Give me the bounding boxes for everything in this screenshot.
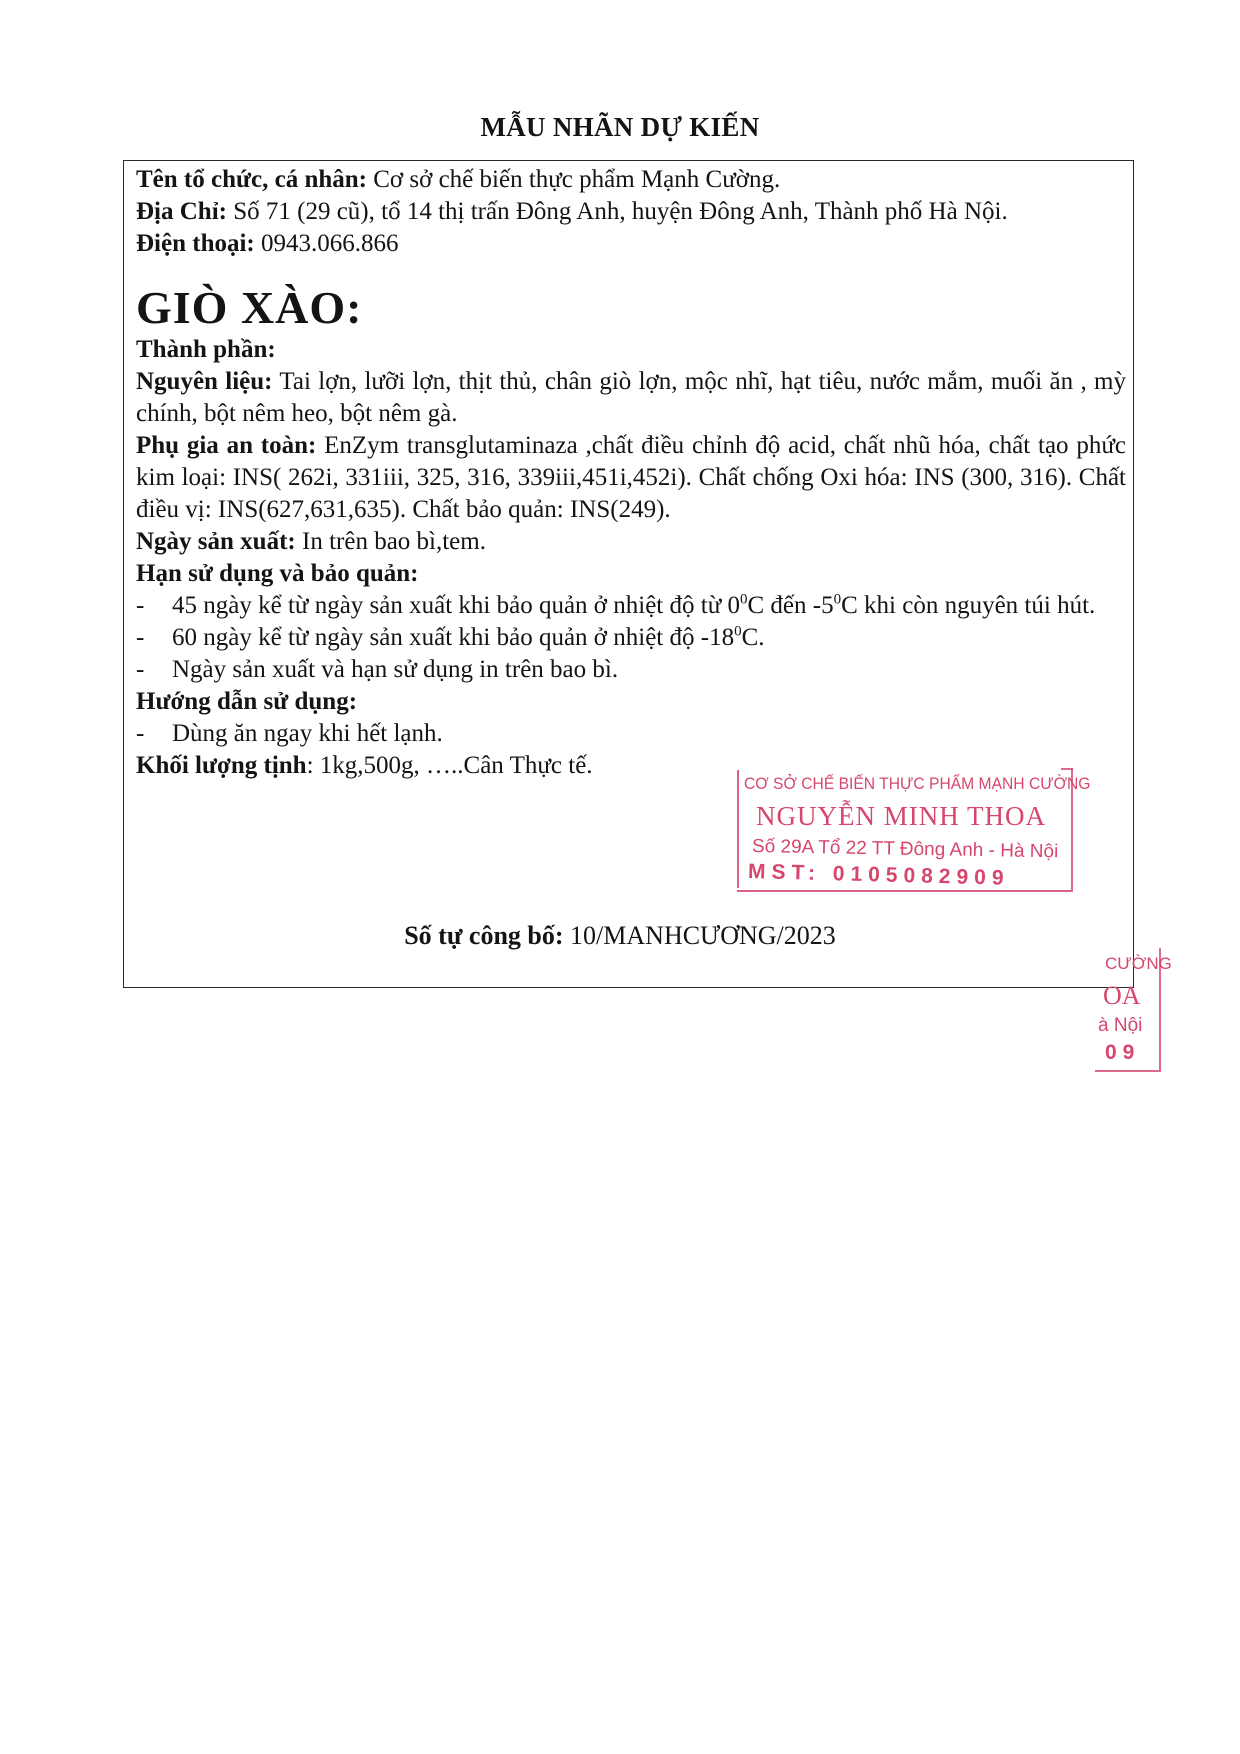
stamp-address: Số 29A Tổ 22 TT Đông Anh - Hà Nội bbox=[751, 836, 1059, 863]
org-phone-value: 0943.066.866 bbox=[254, 230, 399, 257]
page-title: MẪU NHÃN DỰ KIẾN bbox=[480, 112, 760, 142]
partial-stamp-line: OA bbox=[1103, 981, 1141, 1010]
org-phone-label: Điện thoại: bbox=[136, 230, 255, 257]
usage-item bbox=[136, 718, 1126, 750]
degree-sup: 0 bbox=[740, 591, 748, 608]
partial-stamp-line: à Nội bbox=[1098, 1015, 1143, 1036]
additives-line bbox=[136, 430, 1126, 526]
mfg-value: In trên bao bì,tem. bbox=[295, 528, 486, 555]
additives-label: Phụ gia an toàn: bbox=[136, 432, 317, 459]
shelf-item-text: C đến -5 bbox=[747, 592, 834, 619]
stamp-tax-code: MST: 0105082909 bbox=[747, 860, 1010, 890]
org-phone-line bbox=[136, 228, 1126, 260]
shelf-item bbox=[136, 590, 1126, 622]
org-name-label: Tên tổ chức, cá nhân: bbox=[136, 166, 367, 193]
dash-bullet: - bbox=[136, 592, 145, 619]
shelf-item bbox=[136, 654, 1126, 686]
shelf-item-text: 60 ngày kể từ ngày sản xuất khi bảo quản ở nhiệt độ -18 bbox=[172, 624, 735, 651]
degree-sup: 0 bbox=[734, 623, 742, 640]
declaration-number bbox=[0, 921, 1240, 951]
ingredients-label: Nguyên liệu: bbox=[136, 368, 273, 395]
shelf-item-text: C khi còn nguyên túi hút. bbox=[841, 592, 1096, 619]
additives-value: EnZym transglutaminaza ,chất điều chỉnh độ acid, chất nhũ hóa, chất tạo phức kim loại: INS( 262i, 331iii, 325, 316, 339iii,451i,452i). Chất chống Oxi hóa: INS (300, 316). Chất điều vị: INS(627,631,635). Chất bảo quản: INS(249). bbox=[136, 432, 1126, 523]
ingredients-line bbox=[136, 366, 1126, 430]
declaration-value: 10/MANHCƯƠNG/2023 bbox=[563, 921, 836, 950]
weight-value: : 1kg,500g, …..Cân Thực tế. bbox=[306, 752, 593, 779]
shelf-heading: Hạn sử dụng và bảo quản: bbox=[136, 560, 419, 587]
shelf-item-text: C. bbox=[741, 624, 765, 651]
label-content bbox=[136, 164, 1126, 782]
declaration-label: Số tự công bố: bbox=[404, 921, 564, 950]
shelf-item-text: Ngày sản xuất và hạn sử dụng in trên bao bì. bbox=[172, 656, 619, 683]
weight-label: Khối lượng tịnh bbox=[136, 752, 307, 779]
stamp-owner-name: NGUYỄN MINH THOA bbox=[756, 801, 1046, 831]
partial-stamp-line: 09 bbox=[1105, 1041, 1141, 1064]
partial-stamp-line: CƯỜNG bbox=[1105, 954, 1172, 973]
stamp-border bbox=[737, 770, 739, 888]
degree-sup: 0 bbox=[833, 591, 842, 608]
stamp-border bbox=[737, 890, 1071, 892]
mfg-label: Ngày sản xuất: bbox=[136, 528, 296, 555]
org-address-label: Địa Chỉ: bbox=[136, 198, 227, 225]
org-address-value: Số 71 (29 cũ), tổ 14 thị trấn Đông Anh, huyện Đông Anh, Thành phố Hà Nội. bbox=[226, 198, 1008, 225]
org-name-line bbox=[136, 164, 1126, 196]
dash-bullet: - bbox=[136, 624, 145, 651]
usage-heading: Hướng dẫn sử dụng: bbox=[136, 688, 358, 715]
product-name: GIÒ XÀO: bbox=[136, 282, 363, 333]
dash-bullet: - bbox=[136, 656, 145, 683]
partial-stamp bbox=[1095, 948, 1172, 1072]
stamp-company-name: CƠ SỞ CHẾ BIẾN THỰC PHẨM MẠNH CƯỜNG bbox=[744, 774, 1091, 793]
stamp-border bbox=[1095, 1070, 1159, 1072]
stamp-border bbox=[1061, 768, 1073, 770]
shelf-item bbox=[136, 622, 1126, 654]
shelf-item-text: 45 ngày kể từ ngày sản xuất khi bảo quản ở nhiệt độ từ 0 bbox=[172, 592, 740, 619]
org-address-line bbox=[136, 196, 1126, 228]
ingredients-value: Tai lợn, lưỡi lợn, thịt thủ, chân giò lợn, mộc nhĩ, hạt tiêu, nước mắm, muối ăn , mỳ chính, bột nêm heo, bột nêm gà. bbox=[136, 368, 1126, 427]
usage-item-text: Dùng ăn ngay khi hết lạnh. bbox=[172, 720, 443, 747]
composition-heading: Thành phần: bbox=[136, 336, 276, 363]
org-name-value: Cơ sở chế biến thực phẩm Mạnh Cường. bbox=[366, 166, 781, 193]
company-stamp bbox=[737, 768, 1091, 892]
dash-bullet: - bbox=[136, 720, 145, 747]
mfg-line bbox=[136, 526, 1126, 558]
